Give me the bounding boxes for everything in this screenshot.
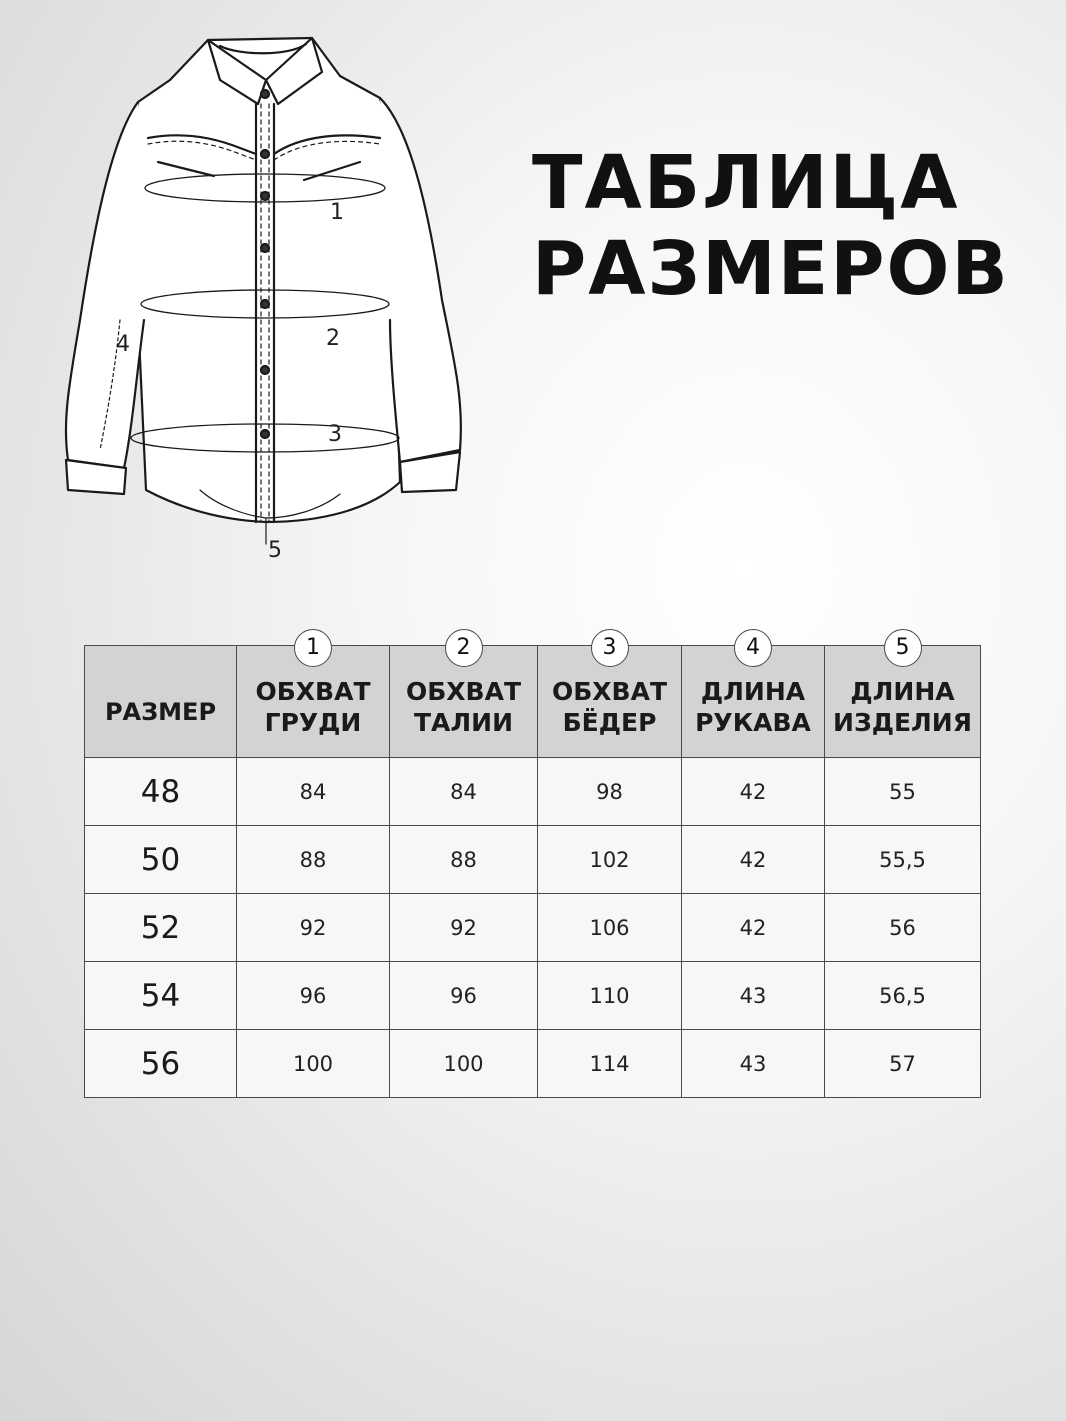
- title-line-1: ТАБЛИЦА: [532, 140, 960, 226]
- header-label-line2: ГРУДИ: [264, 707, 362, 737]
- header-waist: [390, 635, 538, 758]
- length-cell: 56,5: [825, 962, 981, 1030]
- size-table: [84, 635, 981, 1098]
- header-number-badge: 3: [591, 629, 629, 667]
- waist-cell: 84: [390, 758, 538, 826]
- table-row: [85, 758, 981, 826]
- header-number-badge: 4: [734, 629, 772, 667]
- header-label-line2: ИЗДЕЛИЯ: [833, 707, 972, 737]
- sleeve-cell: 43: [682, 962, 825, 1030]
- table-row: [85, 962, 981, 1030]
- length-cell: 56: [825, 894, 981, 962]
- waist-cell: 96: [390, 962, 538, 1030]
- measure-label-2: 2: [326, 326, 340, 351]
- header-number-badge: 1: [294, 629, 332, 667]
- header-label-line1: ДЛИНА: [700, 676, 806, 706]
- hips-cell: 102: [538, 826, 682, 894]
- header-label-line1: ОБХВАТ: [551, 676, 668, 706]
- header-size-label: РАЗМЕР: [104, 698, 217, 726]
- header-chest: [237, 635, 390, 758]
- size-cell: 56: [85, 1030, 237, 1098]
- size-cell: 48: [85, 758, 237, 826]
- size-cell: 54: [85, 962, 237, 1030]
- header-size: [85, 646, 237, 758]
- hips-cell: 98: [538, 758, 682, 826]
- hips-cell: 106: [538, 894, 682, 962]
- table-row: [85, 826, 981, 894]
- header-label-line2: ТАЛИИ: [413, 707, 513, 737]
- page-title: [532, 140, 1032, 312]
- chest-cell: 84: [237, 758, 390, 826]
- length-cell: 57: [825, 1030, 981, 1098]
- waist-cell: 100: [390, 1030, 538, 1098]
- title-line-2: РАЗМЕРОВ: [532, 226, 1010, 312]
- header-label-line2: РУКАВА: [695, 707, 811, 737]
- chest-cell: 88: [237, 826, 390, 894]
- header-label-line1: ДЛИНА: [850, 676, 955, 706]
- measure-label-4: 4: [116, 332, 130, 357]
- header-label-line1: ОБХВАТ: [405, 676, 522, 706]
- hips-cell: 110: [538, 962, 682, 1030]
- table-row: [85, 894, 981, 962]
- length-cell: 55: [825, 758, 981, 826]
- sleeve-cell: 42: [682, 894, 825, 962]
- header-hips: [538, 635, 682, 758]
- header-sleeve-length: [682, 635, 825, 758]
- size-cell: 52: [85, 894, 237, 962]
- chest-cell: 92: [237, 894, 390, 962]
- measure-label-1: 1: [330, 200, 344, 225]
- length-cell: 55,5: [825, 826, 981, 894]
- hips-cell: 114: [538, 1030, 682, 1098]
- sleeve-cell: 42: [682, 758, 825, 826]
- header-number-badge: 2: [445, 629, 483, 667]
- measure-label-3: 3: [328, 422, 342, 447]
- table-header-row: [85, 646, 981, 758]
- shirt-drawing: [40, 20, 510, 580]
- measure-label-5: 5: [268, 538, 282, 563]
- size-cell: 50: [85, 826, 237, 894]
- header-garment-length: [825, 635, 981, 758]
- chest-cell: 96: [237, 962, 390, 1030]
- waist-cell: 88: [390, 826, 538, 894]
- header-number-badge: 5: [884, 629, 922, 667]
- header-label-line1: ОБХВАТ: [255, 676, 371, 706]
- shirt-sketch: [40, 20, 510, 580]
- header-label-line2: БЁДЕР: [562, 707, 657, 737]
- waist-cell: 92: [390, 894, 538, 962]
- table-row: [85, 1030, 981, 1098]
- sleeve-cell: 42: [682, 826, 825, 894]
- chest-cell: 100: [237, 1030, 390, 1098]
- sleeve-cell: 43: [682, 1030, 825, 1098]
